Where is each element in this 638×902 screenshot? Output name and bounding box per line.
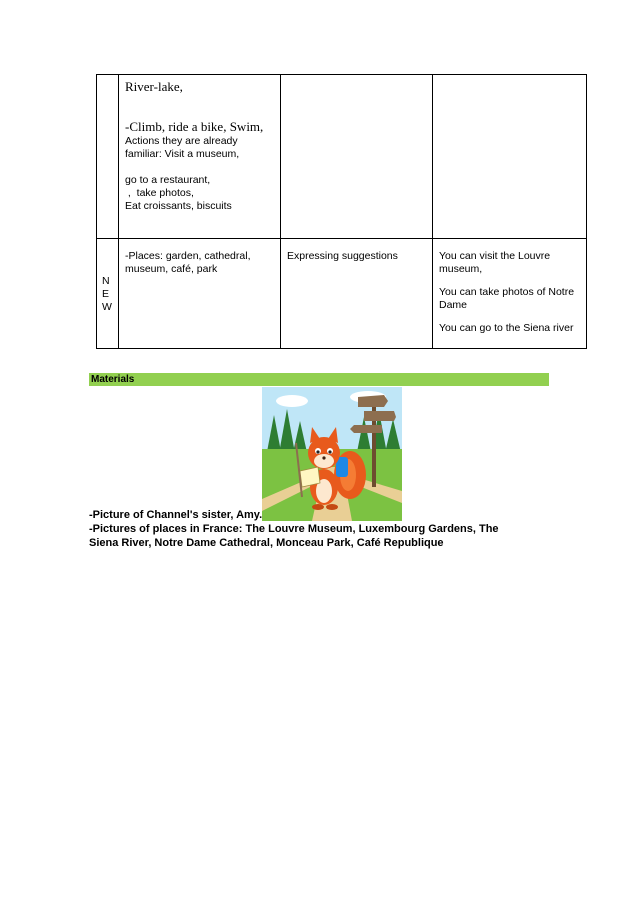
row-label-letter: N <box>102 275 110 287</box>
table-cell <box>281 239 433 349</box>
table-row <box>97 239 587 349</box>
cell-text: Expressing suggestions <box>287 250 398 262</box>
materials-line: -Pictures of places in France: The Louvre Museum, Luxembourg Gardens, The Siena River, Notre Dame Cathedral, Monceau Park, Café Republique <box>89 523 499 549</box>
squirrel-illustration <box>262 387 402 521</box>
cell-text: -Places: garden, cathedral, museum, café, park <box>125 250 251 275</box>
table-cell <box>433 75 587 239</box>
cell-text: You can visit the Louvre museum, <box>439 250 551 275</box>
cell-text: -Climb, ride a bike, Swim, <box>125 119 264 134</box>
cell-text: You can go to the Siena river <box>439 322 574 334</box>
row-label-letter: E <box>102 288 110 300</box>
table-cell <box>281 75 433 239</box>
cell-text: , take photos, <box>125 187 194 199</box>
cell-text: River-lake, <box>125 79 183 94</box>
table-cell <box>119 75 281 239</box>
cell-text: go to a restaurant, <box>125 174 211 186</box>
table-cell <box>97 75 119 239</box>
cell-text: Actions they are already familiar: Visit a museum, <box>125 135 240 160</box>
materials-list <box>89 508 529 550</box>
table-cell <box>433 239 587 349</box>
cell-text: You can take photos of Notre Dame <box>439 286 575 311</box>
lesson-table <box>96 74 587 349</box>
materials-line: -Picture of Channel's sister, Amy. <box>89 509 263 521</box>
materials-heading: Materials <box>89 373 549 386</box>
table-row <box>97 75 587 239</box>
row-label-letter: W <box>102 301 112 313</box>
table-cell <box>97 239 119 349</box>
cell-text: Eat croissants, biscuits <box>125 200 232 212</box>
table-cell <box>119 239 281 349</box>
